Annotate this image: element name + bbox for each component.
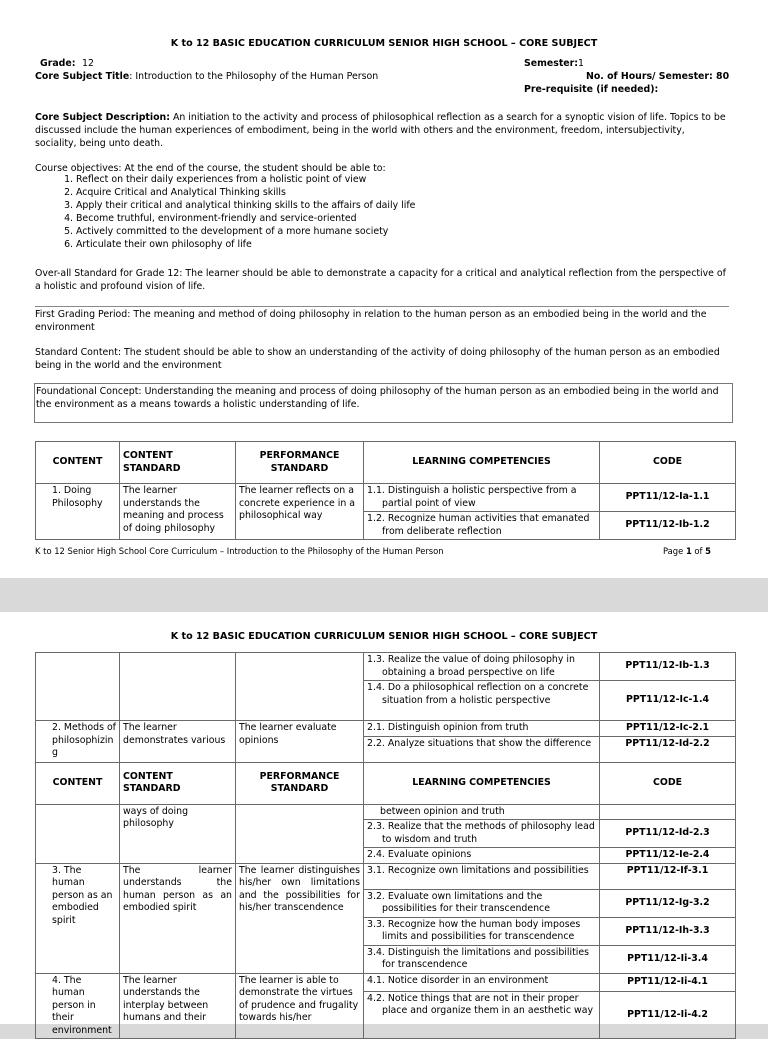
grade-label: Grade: 12 xyxy=(40,58,94,69)
foundational-concept-box xyxy=(34,383,733,423)
footer-text: K to 12 Senior High School Core Curriculum – Introduction to the Philosophy of the Human Person xyxy=(35,546,444,556)
code-cell: PPT11/12-Ii-4.2 xyxy=(600,991,736,1038)
competency-cell: 2.1. Distinguish opinion from truth xyxy=(364,721,600,737)
table-row xyxy=(36,863,736,889)
code-cell: PPT11/12-If-3.1 xyxy=(600,863,736,889)
standard-content: Standard Content: The student should be able to show an understanding of the activity of doing philosophy of the human person as an embodied being in the world and the environment xyxy=(35,347,720,371)
competency-cell: 2.2. Analyze situations that show the difference xyxy=(364,736,600,762)
document-page-2 xyxy=(0,612,768,1036)
header-learning-competencies: LEARNING COMPETENCIES xyxy=(364,762,600,804)
objective-item: 2. Acquire Critical and Analytical Thinking skills xyxy=(76,186,415,199)
content-cell: 1. Doing Philosophy xyxy=(36,484,120,540)
page-title: K to 12 BASIC EDUCATION CURRICULUM SENIOR HIGH SCHOOL – CORE SUBJECT xyxy=(170,631,598,642)
code-cell xyxy=(600,804,736,820)
competency-cell: 1.1. Distinguish a holistic perspective from a partial point of view xyxy=(364,484,600,512)
performance-standard-cell: The learner distinguishes his/her own limitations and the possibilities for his/her transcendence xyxy=(236,863,364,973)
semester-value: 1 xyxy=(578,58,584,69)
code-cell: PPT11/12-Ib-1.2 xyxy=(600,512,736,540)
content-cell: 3. The human person as an embodied spirit xyxy=(36,863,120,973)
competency-cell: 1.4. Do a philosophical reflection on a concrete situation from a holistic perspective xyxy=(364,681,600,721)
foundational-concept: Foundational Concept: Understanding the meaning and process of doing philosophy of the human person as an embodied being in the world and the environment as a means towards a holistic understanding of life. xyxy=(36,386,719,410)
table-header-row xyxy=(36,762,736,804)
code-cell: PPT11/12-Ig-3.2 xyxy=(600,889,736,917)
semester-label: Semester:1 xyxy=(524,58,584,69)
header-code: CODE xyxy=(600,442,736,484)
content-standard-cell: ways of doing philosophy xyxy=(120,804,236,863)
divider xyxy=(35,306,729,307)
competency-cell: 4.2. Notice things that are not in their proper place and organize them in an aesthetic way xyxy=(364,991,600,1038)
code-cell: PPT11/12-Ie-2.4 xyxy=(600,848,736,864)
competency-cell: between opinion and truth xyxy=(364,804,600,820)
page-title: K to 12 BASIC EDUCATION CURRICULUM SENIOR HIGH SCHOOL – CORE SUBJECT xyxy=(170,38,598,49)
content-cell xyxy=(36,804,120,863)
table-header-row xyxy=(36,442,736,484)
content-standard-cell: The learner demonstrates various xyxy=(120,721,236,763)
prerequisite-label: Pre-requisite (if needed): xyxy=(524,84,659,95)
code-cell: PPT11/12-Id-2.2 xyxy=(600,736,736,762)
competency-cell: 1.2. Recognize human activities that emanated from deliberate reflection xyxy=(364,512,600,540)
code-cell: PPT11/12-Ii-4.1 xyxy=(600,973,736,991)
competency-cell: 2.4. Evaluate opinions xyxy=(364,848,600,864)
objective-item: 4. Become truthful, environment-friendly and service-oriented xyxy=(76,212,415,225)
table-row xyxy=(36,973,736,991)
performance-standard-cell: The learner reflects on a concrete experience in a philosophical way xyxy=(236,484,364,540)
core-subject-title: Core Subject Title: Introduction to the Philosophy of the Human Person xyxy=(35,71,379,82)
code-cell: PPT11/12-Ic-1.4 xyxy=(600,681,736,721)
performance-standard-cell xyxy=(236,653,364,721)
header-performance-standard: PERFORMANCE STANDARD xyxy=(236,442,364,484)
header-performance-standard: PERFORMANCE STANDARD xyxy=(236,762,364,804)
performance-standard-cell: The learner evaluate opinions xyxy=(236,721,364,763)
content-standard-cell: The learner understands the interplay between humans and their xyxy=(120,973,236,1039)
table-row xyxy=(36,653,736,681)
objective-item: 1. Reflect on their daily experiences from a holistic point of view xyxy=(76,173,415,186)
competency-cell: 2.3. Realize that the methods of philosophy lead to wisdom and truth xyxy=(364,820,600,848)
objective-item: 5. Actively committed to the development of a more humane society xyxy=(76,225,415,238)
code-cell: PPT11/12-Ih-3.3 xyxy=(600,917,736,945)
curriculum-table-page2 xyxy=(35,652,736,1039)
code-cell: PPT11/12-Ii-3.4 xyxy=(600,945,736,973)
grade-value: 12 xyxy=(82,58,94,69)
table-row xyxy=(36,484,736,512)
performance-standard-cell: The learner is able to demonstrate the virtues of prudence and frugality towards his/her xyxy=(236,973,364,1039)
page-number: Page 1 of 5 xyxy=(663,546,711,556)
curriculum-table-page1 xyxy=(35,441,736,540)
overall-standard: Over-all Standard for Grade 12: The learner should be able to demonstrate a capacity for a critical and analytical reflection from the perspective of a holistic and profound vision of life. xyxy=(35,268,726,292)
header-content-standard: CONTENT STANDARD xyxy=(120,762,236,804)
header-code: CODE xyxy=(600,762,736,804)
content-standard-cell xyxy=(120,653,236,721)
table-row xyxy=(36,721,736,737)
competency-cell: 3.2. Evaluate own limitations and the possibilities for their transcendence xyxy=(364,889,600,917)
objective-item: 6. Articulate their own philosophy of life xyxy=(76,238,415,251)
competency-cell: 3.1. Recognize own limitations and possibilities xyxy=(364,863,600,889)
header-content-standard: CONTENT STANDARD xyxy=(120,442,236,484)
hours-per-semester: No. of Hours/ Semester: 80 xyxy=(586,71,730,82)
content-standard-cell: The learner understands the human person as an embodied spirit xyxy=(120,863,236,973)
core-subject-description: Core Subject Description: An initiation to the activity and process of philosophical reflection as a search for a synoptic vision of life. Topics to be discussed include the human experiences of embodiment, being in the world with others and the environment, freedom, intersubjectivity, sociality, being unto death. xyxy=(35,112,726,149)
content-cell: 4. The human person in their environment xyxy=(36,973,120,1039)
code-cell: PPT11/12-Ia-1.1 xyxy=(600,484,736,512)
competency-cell: 3.3. Recognize how the human body imposes limits and possibilities for transcendence xyxy=(364,917,600,945)
objectives-list xyxy=(58,173,415,251)
objectives-intro: Course objectives: At the end of the course, the student should be able to: xyxy=(35,163,386,174)
performance-standard-cell xyxy=(236,804,364,863)
content-cell: 2. Methods of philosophizin g xyxy=(36,721,120,763)
code-cell: PPT11/12-Id-2.3 xyxy=(600,820,736,848)
header-learning-competencies: LEARNING COMPETENCIES xyxy=(364,442,600,484)
competency-cell: 3.4. Distinguish the limitations and possibilities for transcendence xyxy=(364,945,600,973)
code-cell: PPT11/12-Ib-1.3 xyxy=(600,653,736,681)
header-content: CONTENT xyxy=(36,442,120,484)
first-grading-period: First Grading Period: The meaning and method of doing philosophy in relation to the human person as an embodied being in the world and the environment xyxy=(35,309,707,333)
header-content: CONTENT xyxy=(36,762,120,804)
objective-item: 3. Apply their critical and analytical thinking skills to the affairs of daily life xyxy=(76,199,415,212)
content-cell xyxy=(36,653,120,721)
content-standard-cell: The learner understands the meaning and process of doing philosophy xyxy=(120,484,236,540)
competency-cell: 1.3. Realize the value of doing philosophy in obtaining a broad perspective on life xyxy=(364,653,600,681)
table-row xyxy=(36,804,736,820)
competency-cell: 4.1. Notice disorder in an environment xyxy=(364,973,600,991)
code-cell: PPT11/12-Ic-2.1 xyxy=(600,721,736,737)
